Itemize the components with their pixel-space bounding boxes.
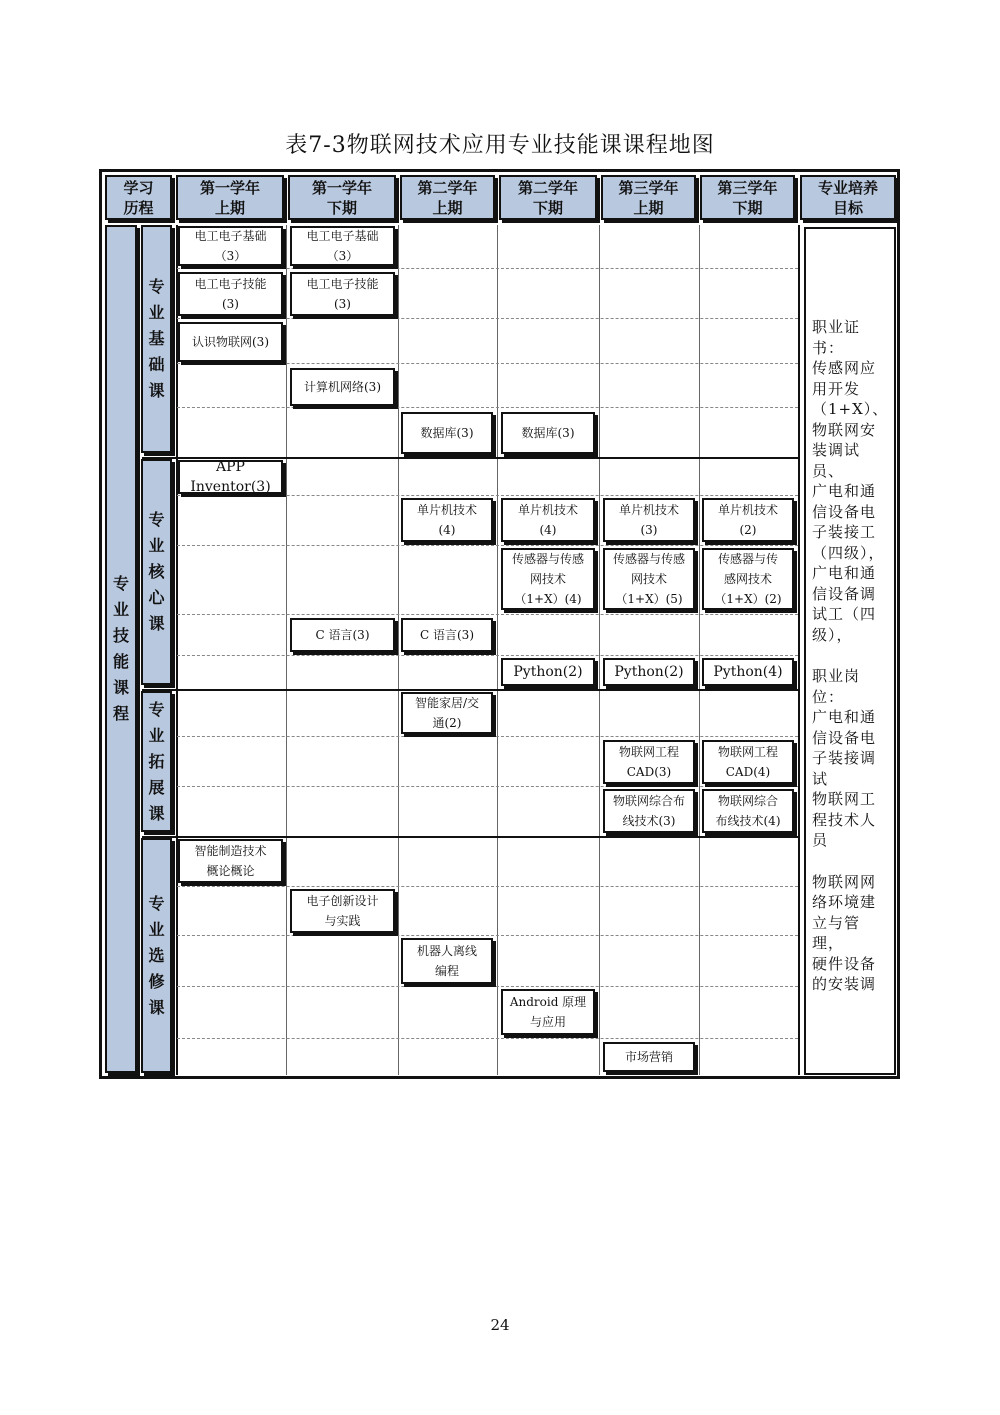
row-divider <box>177 363 798 364</box>
grid-line <box>699 225 700 1075</box>
course-box: 计算机网络(3) <box>290 368 395 406</box>
training-goal-text <box>804 227 896 1075</box>
row-divider <box>177 407 798 408</box>
course-box: 单片机技术 (4) <box>501 498 595 542</box>
row-divider <box>177 545 798 546</box>
header-y1-s2: 第一学年 下期 <box>288 175 396 220</box>
course-box: 传感器与传感 网技术 （1+X）(5) <box>603 548 695 610</box>
row-divider <box>177 736 798 737</box>
row-divider <box>177 935 798 936</box>
course-box: 单片机技术 (4) <box>401 498 493 542</box>
course-box: 数据库(3) <box>501 412 595 454</box>
course-box: 传感器与传感 网技术 （1+X）(4) <box>501 548 595 610</box>
course-box: 智能家居/交 通(2) <box>401 692 493 734</box>
grid-line <box>497 225 498 1075</box>
grid-line <box>599 225 600 1075</box>
course-box: 数据库(3) <box>401 412 493 454</box>
header-learning-path: 学习 历程 <box>105 175 172 220</box>
header-y3-s1: 第三学年 上期 <box>601 175 696 220</box>
course-box: 电工电子基础 （3） <box>178 226 283 266</box>
row-divider <box>177 786 798 787</box>
course-box: 智能制造技术 概论概论 <box>178 839 283 883</box>
course-box: APP Inventor(3) <box>178 460 283 494</box>
course-box: 电工电子技能 (3) <box>178 272 283 316</box>
document-title: 表7-3物联网技术应用专业技能课课程地图 <box>285 133 715 158</box>
grid-line <box>398 225 399 1075</box>
row-divider <box>177 614 798 615</box>
row-divider <box>177 655 798 656</box>
course-box: 物联网综合布 线技术(3) <box>603 789 695 833</box>
header-training-goal: 专业培养 目标 <box>800 175 896 220</box>
course-box: 电工电子基础 （3） <box>290 226 395 266</box>
course-box: 市场营销 <box>603 1042 695 1072</box>
category-expand: 专业拓展课 <box>141 691 172 832</box>
course-box: Python(2) <box>603 658 695 686</box>
course-box: 电工电子技能 (3) <box>290 272 395 316</box>
course-box: 认识物联网(3) <box>178 322 283 362</box>
row-divider <box>177 268 798 269</box>
goal-field: 物联网网 络环境建 立与管理， 硬件设备 的安装调 <box>812 872 877 993</box>
course-box: Python(4) <box>702 658 794 686</box>
page-number: 24 <box>490 1316 510 1334</box>
course-box: 传感器与传 感网技术 （1+X）(2) <box>702 548 794 610</box>
section-divider <box>142 836 798 838</box>
course-box: 物联网工程 CAD(4) <box>702 740 794 784</box>
course-box: 机器人离线 编程 <box>401 938 493 984</box>
category-basic: 专业基础课 <box>141 225 172 453</box>
section-divider <box>142 689 798 691</box>
course-box: Python(2) <box>501 658 595 686</box>
course-box: C 语言(3) <box>401 618 493 652</box>
course-box: 电子创新设计 与实践 <box>290 889 395 933</box>
category-elective: 专业选修课 <box>141 838 172 1073</box>
course-box: 物联网综合 布线技术(4) <box>702 789 794 833</box>
course-box: Android 原理 与应用 <box>501 989 595 1035</box>
goal-positions: 职业岗位： 广电和通 信设备电 子装接调 试 物联网工 程技术人 员 <box>812 667 877 849</box>
course-box: C 语言(3) <box>290 618 395 652</box>
category-core: 专业核心课 <box>141 459 172 685</box>
header-y1-s1: 第一学年 上期 <box>176 175 284 220</box>
goal-certificates: 职业证书： 传感网应 用开发 （1+X）、 物联网安 装调试员、 广电和通 信设备电 子装接工 （四级）， 广电和通 信设备调 试工（四 级）， <box>812 318 889 644</box>
row-divider <box>177 986 798 987</box>
course-box: 单片机技术 (3) <box>603 498 695 542</box>
grid-line <box>286 225 287 1075</box>
group-label-skill-courses: 专业技能课程 <box>105 225 137 1073</box>
course-box: 物联网工程 CAD(3) <box>603 740 695 784</box>
row-divider <box>177 318 798 319</box>
header-y2-s2: 第二学年 下期 <box>499 175 597 220</box>
course-box: 单片机技术 (2) <box>702 498 794 542</box>
grid-line <box>798 225 800 1075</box>
header-y3-s2: 第三学年 下期 <box>700 175 795 220</box>
row-divider <box>177 1038 798 1039</box>
header-y2-s1: 第二学年 上期 <box>400 175 495 220</box>
row-divider <box>177 886 798 887</box>
